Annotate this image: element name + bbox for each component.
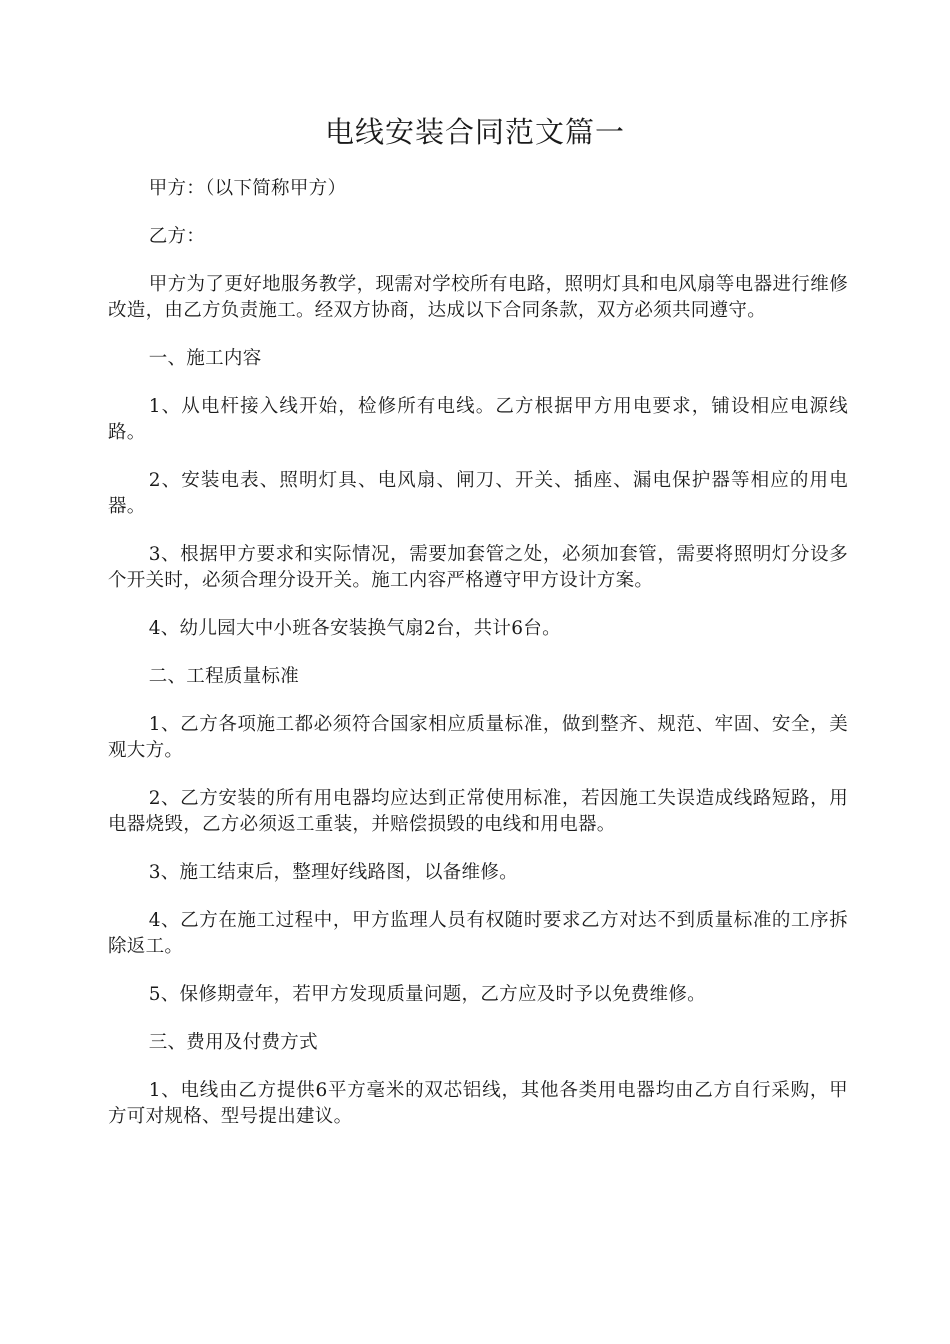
- clause-1-3: 3、根据甲方要求和实际情况，需要加套管之处，必须加套管，需要将照明灯分设多个开关时，必须合理分设开关。施工内容严格遵守甲方设计方案。: [108, 544, 848, 591]
- section-heading-fees: 三、费用及付费方式: [148, 1032, 318, 1053]
- section-heading-quality: 二、工程质量标准: [148, 666, 300, 687]
- party-b-line: 乙方：: [148, 226, 206, 247]
- document-body: [108, 176, 848, 1152]
- clause-1-1: 1、从电杆接入线开始，检修所有电线。乙方根据甲方用电要求，铺设相应电源线路。: [108, 396, 848, 443]
- clause-2-2: 2、乙方安装的所有用电器均应达到正常使用标准，若因施工失误造成线路短路，用电器烧毁，乙方必须返工重装，并赔偿损毁的电线和用电器。: [108, 788, 848, 835]
- document-title: 电线安装合同范文篇一: [324, 115, 625, 149]
- intro-paragraph: 甲方为了更好地服务教学，现需对学校所有电路，照明灯具和电风扇等电器进行维修改造，由乙方负责施工。经双方协商，达成以下合同条款，双方必须共同遵守。: [108, 274, 848, 321]
- clause-3-1: 1、电线由乙方提供6平方毫米的双芯铝线，其他各类用电器均由乙方自行采购，甲方可对规格、型号提出建议。: [108, 1080, 848, 1127]
- clause-1-4: 4、幼儿园大中小班各安装换气扇2台，共计6台。: [148, 618, 561, 639]
- section-heading-construction: 一、施工内容: [148, 348, 262, 369]
- clause-1-2: 2、安装电表、照明灯具、电风扇、闸刀、开关、插座、漏电保护器等相应的用电器。: [108, 470, 848, 517]
- clause-2-1: 1、乙方各项施工都必须符合国家相应质量标准，做到整齐、规范、牢固、安全，美观大方。: [108, 714, 848, 761]
- clause-2-3: 3、施工结束后，整理好线路图，以备维修。: [148, 862, 518, 883]
- party-a-line: 甲方：（以下简称甲方）: [148, 178, 347, 199]
- clause-2-5: 5、保修期壹年，若甲方发现质量问题，乙方应及时予以免费维修。: [148, 984, 706, 1005]
- clause-2-4: 4、乙方在施工过程中，甲方监理人员有权随时要求乙方对达不到质量标准的工序拆除返工。: [108, 910, 848, 957]
